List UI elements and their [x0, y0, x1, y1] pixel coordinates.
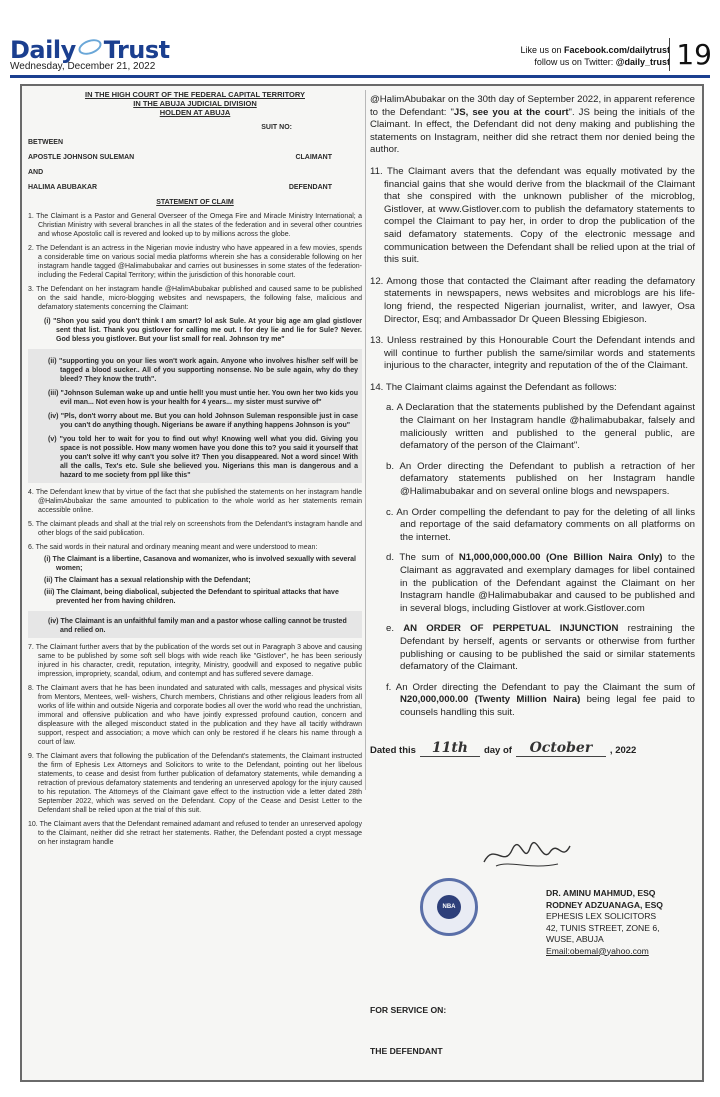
- service-defendant: THE DEFENDANT: [370, 1046, 443, 1056]
- seal-center: NBA: [437, 895, 461, 919]
- paragraph-14: 14. The Claimant claims against the Defendant as follows:: [370, 381, 617, 393]
- claim-e-order: AN ORDER OF PERPETUAL INJUNCTION: [403, 623, 619, 635]
- quote-2: (ii) "supporting you on your lies won't work again. Anyone who involves his/her self will be tagged a blood sucker.. All of you supporting nonsense. No be sule again, why do they bleed? They know the truth".: [48, 358, 358, 383]
- nba-seal: [420, 878, 478, 936]
- statement-heading: STATEMENT OF CLAIM: [156, 199, 234, 206]
- counsel-2: RODNEY ADZUANAGA, ESQ: [546, 899, 663, 910]
- paragraph-2: 2. The Defendant is an actress in the Nigerian movie industry who have appeared in a few movies, spends a considerable time on various social media platforms wherein she has a considerable following on her instagram handle tagged @Halimabubakar and carries out businesses in some states of the federation- including the Federal Capital Territory; within the jurisdiction of this honorable court.: [28, 245, 362, 279]
- meaning-4: (iv) The Claimant is an unfaithful family man and a pastor whose calling cannot be trusted and relied on.: [48, 618, 347, 634]
- column-divider: [365, 90, 366, 790]
- claim-d-text: to the Claimant as aggravated and exemplary damages for libel contained in the publication of the Defendant against the Claimant on her Instagram handle @Halimabubakar and caused to be published and in several blogs, including Gistlover at work.Gistlover.com: [400, 552, 695, 614]
- claim-e-prefix: e.: [386, 623, 404, 635]
- paragraph-4: 4. The Defendant knew that by virtue of the fact that she published the statements on her instagram handle @HalimAbubakar the same amounted to publication to the whole world as her statements remain accessible online.: [28, 489, 362, 514]
- claim-e-text: restraining the Defendant by herself, agents or servants or otherwise from further publishing or causing to be published the said or similar statements defamatory of the Claimant.: [400, 623, 696, 673]
- issue-date: Wednesday, December 21, 2022: [10, 61, 156, 72]
- continued-text-b: ". JS being the initials of the Claimant. In effect, the Defendant did not deny making and publishing the statements on Instagram, neither did she retract them nor denied being the author.: [370, 106, 695, 156]
- claim-d-prefix: d. The sum of: [386, 552, 459, 564]
- legal-notice: [20, 84, 704, 1082]
- paragraph-13: 13. Unless restrained by this Honourable Court the Defendant intends and will continue to further publish the same/similar words and statements injurious to the character, integrity and reputation of the of the Claimant.: [370, 335, 695, 372]
- meaning-1: (i) The Claimant is a libertine, Casanova and womanizer, who is involved sexually with several women;: [44, 556, 356, 572]
- claim-d: [370, 552, 695, 615]
- court-line-2: IN THE ABUJA JUDICIAL DIVISION: [133, 99, 257, 108]
- defendant-row: [28, 183, 362, 192]
- paragraph-7: 7. The Claimant further avers that by the publication of the words set out in Paragraph 3 above and causing same to be published by some soft sell blogs with wide reach like "Gistlover", he has been seriously injured in his character, credit, reputation, integrity, Ministry, goodwill and exposed to negative public impression, impropriety, scandal, odium, and contempt and has suffered severe damage.: [28, 644, 362, 678]
- and-label: AND: [28, 169, 44, 176]
- logo-word-daily: Daily: [10, 36, 76, 64]
- defendant-name: HALIMA ABUBAKAR: [28, 184, 98, 191]
- dated-month: [516, 739, 606, 758]
- masthead: [0, 0, 720, 80]
- dated-label: Dated this: [370, 744, 416, 756]
- signature: [480, 836, 575, 874]
- paragraph-11: 11. The Claimant avers that the defendant was equally motivated by the financial gains that she would derive from the blackmail of the Claimant that she conspired with the unknown publisher of the microblog, Gistlover, at www.Gistlover.com to publish the defamatory statements to compel the Claimant to pay her, in order to drop the publication of the said defamatory statements. Copy of the electronic message and communication between the Defendant shall be relied upon at the trial of this suit.: [370, 165, 695, 266]
- twitter-link[interactable]: @daily_trust: [615, 57, 670, 67]
- quote-1: (i) "Shon you said you don't think I am smart? lol ask Sule. At your big age am glad gistlover sent that list. Thank you gistlover for calling me out. I for dey lie and lie for Sule? Never. God bless you gistlover. But your list small for real. Johnson try me": [44, 318, 362, 343]
- claim-f-text: being legal fee paid to counsels handling this suit.: [400, 694, 695, 718]
- paragraph-10-continued: [370, 94, 695, 157]
- suit-number: SUIT NO:: [261, 124, 292, 131]
- claimant-role: CLAIMANT: [295, 154, 332, 161]
- dated-month-handwritten: October: [529, 739, 593, 756]
- claim-b: b. An Order directing the Defendant to publish a retraction of her defamatory statements published on her Instagram handle @Halimabubakar and on several online blogs and newspapers.: [386, 460, 695, 498]
- paragraph-1: 1. The Claimant is a Pastor and General Overseer of the Omega Fire and Miracle Ministry International; a Christian Ministry with several branches in all the states of the federation and in several other countries and whose Apostolic call is revered and looked up to by millions across the globe.: [28, 213, 362, 238]
- social-links: [520, 44, 670, 68]
- meaning-3: (iii) The Claimant, being diabolical, subjected the Defendant to spiritual attacks that have prevented her from having children.: [44, 589, 339, 605]
- paragraph-8: 8. The Claimant avers that he has been inundated and saturated with calls, messages and physical visits from Mentors, Mentees, well- wishers, Church members, Christians and other religious leaders from all works of life within and outside Nigeria and corporate bodies all over the world who read the unchristian, immoral and offensive publication and who have jointly expressed profound caution, concern and displeasure with the alleged misconduct stated in the publication and they have all tacitly withdrawn support, respect and association; a move which can only be restored if he clears his name through a court of law.: [28, 685, 362, 746]
- claim-f-prefix: f. An Order directing the Defendant to pay the Claimant the sum of: [386, 681, 695, 693]
- meaning-box: [28, 611, 362, 638]
- continued-text-a: @HalimAbubakar on the 30th day of September 2022, in apparent reference to the Defendant: ": [370, 94, 695, 118]
- claimant-row: [28, 153, 362, 162]
- left-column: [28, 90, 362, 847]
- claim-a: a. A Declaration that the statements published by the Defendant against the Claimant on her Instagram handle @halimabubakar, falsely and maliciously written and published to the general public, are defamatory of the person of the Claimant".: [386, 402, 695, 452]
- day-of-label: day of: [483, 744, 512, 756]
- court-line-3: HOLDEN AT ABUJA: [159, 108, 231, 117]
- page-number: 19: [669, 38, 712, 71]
- social-twitter-label: follow us on Twitter:: [534, 57, 616, 67]
- facebook-link[interactable]: Facebook.com/dailytrust: [563, 45, 670, 55]
- claim-d-amount: N1,000,000,000.00 (One Billion Naira Only): [458, 552, 663, 564]
- defendant-role: DEFENDANT: [288, 184, 332, 191]
- paragraph-9: 9. The Claimant avers that following the publication of the Defendant's statements, the Claimant instructed the firm of Ephesis Lex Attorneys and Solicitors to write to the Defendant, pointing out her libelous statements, to cease and desist from further publication of defamatory statements, while demanding a retraction of previous defamatory statements and tendering an unreserved apology for the injury caused to his reputation. The Attorneys of the Claimant gave effect to the instruction vide a letter dated 28th September 2022, which was served on the Defendant. Copy of the Cease and Desist Letter to the Defendant shall be relied upon at the trial of this suit.: [28, 753, 362, 814]
- masthead-rule: [10, 75, 710, 78]
- dated-day-handwritten: 11th: [431, 739, 468, 756]
- claim-e: [370, 623, 695, 673]
- claim-f-amount: N20,000,000.00 (Twenty Million Naira): [400, 694, 581, 706]
- dated-line: [370, 739, 695, 758]
- counsel-1: DR. AMINU MAHMUD, ESQ: [546, 888, 656, 898]
- dated-year: , 2022: [609, 744, 637, 756]
- quote-4: (iv) "Pls, don't worry about me. But you can hold Johnson Suleman responsible just in case you can't do anything though. Nigerians be aware if anything happens Johnson is you": [48, 413, 358, 429]
- firm-name: EPHESIS LEX SOLICITORS: [546, 911, 657, 921]
- paragraph-10: 10. The Claimant avers that the Defendant remained adamant and refused to tender an unreserved apology to the Claimant, neither did she retract her statements. Rather, the Defendant posted a crypt message on her instagram handle: [28, 821, 362, 846]
- newspaper-logo[interactable]: [10, 36, 170, 64]
- paragraph-5: 5. The claimant pleads and shall at the trial rely on screenshots from the Defendant's instagram handle and other blogs of the said publication.: [28, 521, 362, 537]
- right-column: [370, 88, 696, 1056]
- address-line-1: 42, TUNIS STREET, ZONE 6,: [546, 922, 660, 933]
- paragraph-3: 3. The Defendant on her instagram handle @HalimAbubakar published and caused same to be published on the said handle, micro-blogging websites and newspapers, the following false, malicious and defamatory statements concerning the Claimant:: [28, 286, 362, 311]
- pen-icon: [76, 36, 103, 57]
- counsel-block: [546, 888, 663, 957]
- service-label: FOR SERVICE ON:: [370, 1005, 447, 1015]
- dated-day: [420, 739, 480, 758]
- meaning-2: (ii) The Claimant has a sexual relationship with the Defendant;: [44, 577, 251, 584]
- quote-5: (v) "you told her to wait for you to find out why! Knowing well what you did. Giving you space is not possible. How many women have you done this to? you said it yourself that you can't solve it! why can't you solve it? Then you disappeared. Not a word since! With all the calls, Tex's etc. Sule she believed you. Nigerians this man is dangerous and a hazard to me society from ppl like this": [48, 436, 358, 479]
- court-quote: JS, see you at the court: [453, 106, 569, 118]
- email-link[interactable]: Email:obemal@yahoo.com: [546, 945, 649, 956]
- quote-3: (iii) "Johnson Suleman wake up and untie hell! you must untie her. You own her two kids you evil man... Not even how is your health for 4 years... my sister must survive of": [48, 390, 358, 406]
- between-label: BETWEEN: [28, 139, 63, 146]
- claimant-name: APOSTLE JOHNSON SULEMAN: [28, 154, 135, 161]
- social-facebook-label: Like us on: [520, 45, 564, 55]
- quotes-box: [28, 349, 362, 483]
- court-line-1: IN THE HIGH COURT OF THE FEDERAL CAPITAL TERRITORY: [84, 90, 305, 99]
- paragraph-6: 6. The said words in their natural and ordinary meaning meant and were understood to mean:: [28, 544, 318, 551]
- logo-word-trust: Trust: [103, 36, 170, 64]
- claim-f: [370, 682, 695, 720]
- address-line-2: WUSE, ABUJA: [546, 934, 604, 944]
- paragraph-12: 12. Among those that contacted the Claimant after reading the defamatory statements in newspapers, news websites and microblogs are his life-long friend, the respected Nigerian journalist, writer, and lawyer, Osa Director, Esq; and Ambassador Dr Queen Blessing Ebigieson.: [370, 275, 695, 325]
- claim-c: c. An Order compelling the defendant to pay for the deleting of all links and reportage of the said defamatory comments on all platforms on the internet.: [386, 506, 695, 543]
